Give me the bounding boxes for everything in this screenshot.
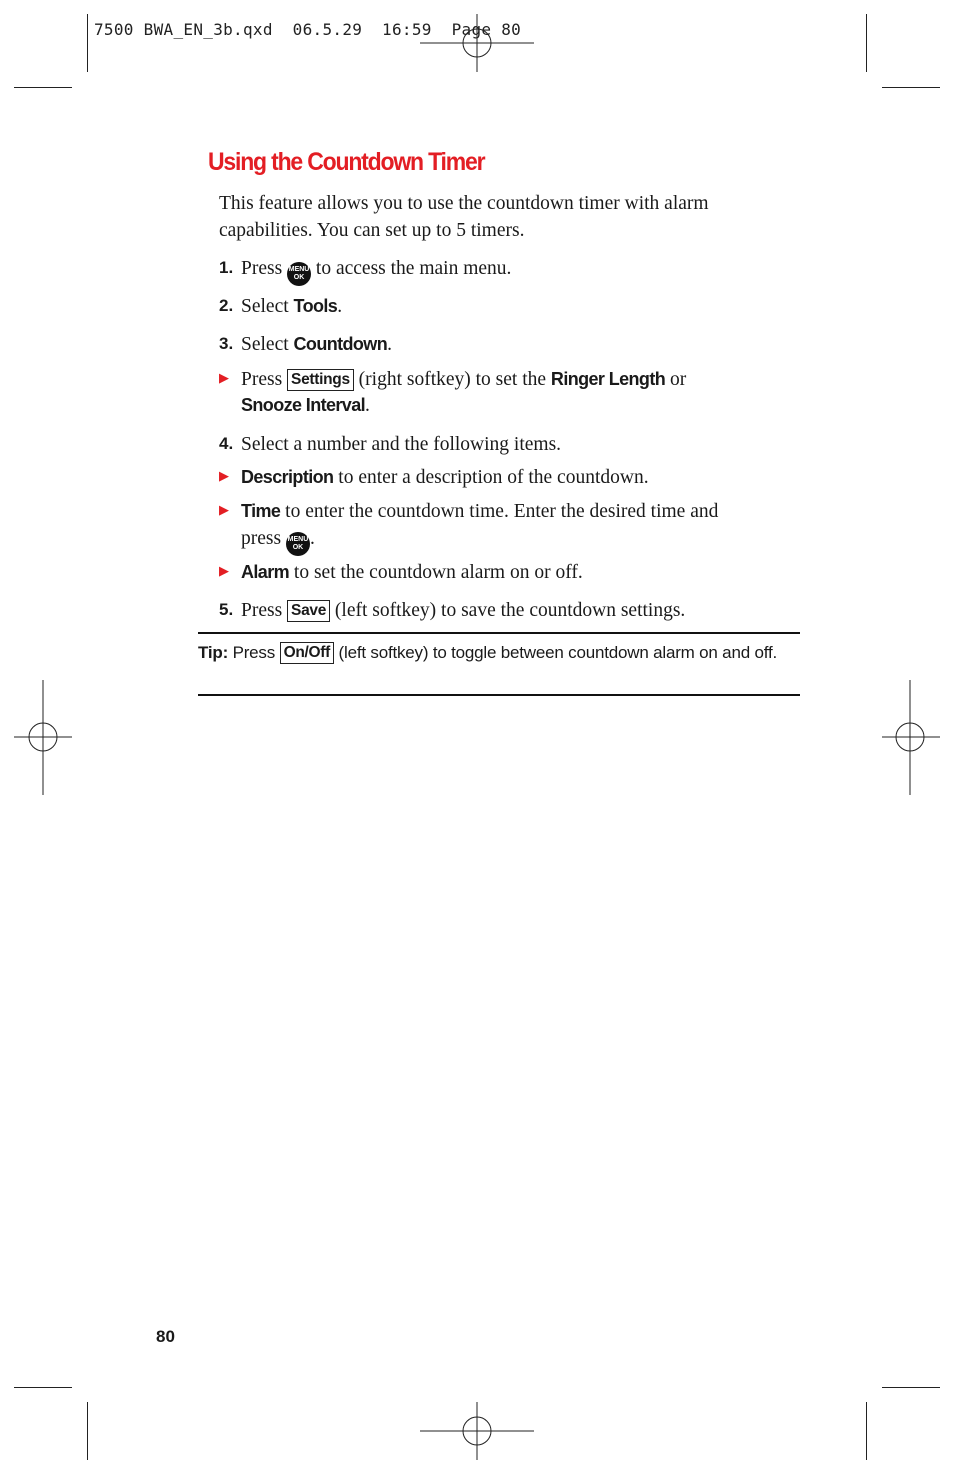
snooze-interval-label: Snooze Interval	[241, 395, 366, 415]
bullet-settings-line-2	[241, 392, 370, 419]
step-1-number: 1.	[219, 258, 234, 277]
settings-softkey-label: Settings	[287, 369, 354, 391]
step-5-pre: Press	[241, 600, 283, 621]
step-3-post: .	[387, 334, 392, 355]
step-5-number: 5.	[219, 600, 234, 619]
countdown-menu-label: Countdown	[293, 334, 388, 354]
section-heading: Using the Countdown Timer	[208, 148, 485, 176]
tip-label: Tip:	[198, 643, 229, 662]
save-softkey-label: Save	[287, 600, 330, 622]
on-off-softkey-label: On/Off	[280, 642, 334, 664]
bullet-time-line-2	[241, 525, 315, 556]
tip-text: (left softkey) to toggle between countdown alarm on and off.	[338, 643, 777, 662]
bullet-time-post: .	[309, 528, 315, 549]
step-2	[241, 293, 342, 320]
bullet-alarm-text: to set the countdown alarm on or off.	[293, 562, 583, 583]
step-3	[241, 331, 392, 358]
step-5-post: (left softkey) to save the countdown settings.	[334, 600, 686, 621]
bullet-time-pre: press	[241, 528, 282, 549]
step-4-number: 4.	[219, 434, 234, 453]
bullet-settings-mid: (right softkey) to set the	[358, 369, 547, 390]
intro-paragraph	[219, 190, 709, 244]
tip-box	[198, 640, 793, 665]
step-2-number: 2.	[219, 296, 234, 315]
bullet-triangle-icon: ▶	[219, 564, 229, 579]
page-number: 80	[156, 1327, 175, 1346]
step-1-pre: Press	[241, 258, 283, 279]
tip-bottom-rule	[198, 694, 800, 696]
bullet-triangle-icon: ▶	[219, 371, 229, 386]
step-5	[241, 597, 685, 624]
bullet-time-text: to enter the countdown time. Enter the desired time and	[285, 501, 719, 522]
menu-ok-key-icon: MENU OK	[287, 262, 311, 286]
ringer-length-label: Ringer Length	[550, 369, 666, 389]
step-4: Select a number and the following items.	[241, 434, 562, 455]
tools-menu-label: Tools	[293, 296, 338, 316]
description-label: Description	[241, 467, 334, 487]
bullet-alarm	[241, 559, 583, 586]
tip-top-rule	[198, 632, 800, 634]
step-3-pre: Select	[241, 334, 289, 355]
step-2-pre: Select	[241, 296, 289, 317]
tip-pre: Press	[232, 643, 276, 662]
bullet-settings-or: or	[670, 369, 687, 390]
step-2-post: .	[337, 296, 343, 317]
bullet-triangle-icon: ▶	[219, 469, 229, 484]
bullet-settings-pre: Press	[241, 369, 283, 390]
bullet-description-text: to enter a description of the countdown.	[338, 467, 649, 488]
time-label: Time	[241, 501, 281, 521]
alarm-label: Alarm	[241, 562, 290, 582]
menu-ok-key-icon: MENU OK	[286, 532, 310, 556]
print-slug: 7500 BWA_EN_3b.qxd 06.5.29 16:59 Page 80	[94, 20, 522, 39]
bullet-settings	[241, 366, 686, 393]
bullet-triangle-icon: ▶	[219, 503, 229, 518]
intro-line-1: This feature allows you to use the countdown timer with alarm	[219, 193, 709, 214]
intro-line-2: capabilities. You can set up to 5 timers.	[219, 220, 525, 241]
bullet-time	[241, 498, 718, 525]
step-1	[241, 255, 511, 286]
step-3-number: 3.	[219, 334, 234, 353]
step-1-post: to access the main menu.	[315, 258, 512, 279]
bullet-description	[241, 464, 649, 491]
bullet-settings-post: .	[365, 395, 370, 416]
